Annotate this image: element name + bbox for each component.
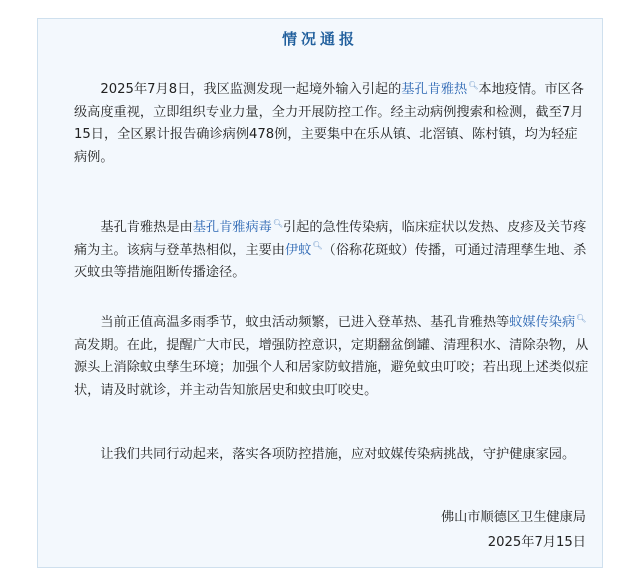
paragraph-advice: [74, 312, 589, 402]
signature-organization: 佛山市顺德区卫生健康局: [440, 510, 586, 525]
link-chikungunya-virus[interactable]: 基孔肯雅病毒: [192, 220, 272, 235]
paragraph-text: 引起的急性传染病，临床症状以发热、皮疹及关节疼痛为主。该病与登革热相似，主要由: [74, 220, 587, 258]
link-aedes-mosquito[interactable]: 伊蚊: [285, 242, 312, 258]
link-chikungunya-fever[interactable]: 基孔肯雅热: [401, 82, 468, 97]
notice-title: 情况通报: [281, 30, 358, 48]
link-mosquito-borne-disease[interactable]: 蚊媒传染病: [509, 315, 576, 330]
paragraph-text: 2025年7月8日，我区监测发现一起境外输入引起的: [100, 82, 402, 97]
paragraph-text: （俗称花斑蚊）传播，可通过清理孳生地、杀灭蚊虫等措施阻断传播途径。: [74, 242, 587, 280]
paragraph-call-to-action: [74, 444, 589, 467]
search-icon[interactable]: 🔍︎: [576, 313, 587, 323]
paragraph-text: 本地疫情。市区各级高度重视，立即组织专业力量，全力开展防控工作。经主动病例搜索和检测，截至7月15日，全区累计报告确诊病例478例，主要集中在乐从镇、北滘镇、陈村镇，均为轻症病例。: [74, 82, 584, 165]
paragraph-text: 当前正值高温多雨季节，蚊虫活动频繁，已进入登革热、基孔肯雅热等: [100, 315, 510, 330]
search-icon[interactable]: 🔍︎: [468, 80, 479, 90]
signature-date: 2025年7月15日: [487, 535, 586, 550]
search-icon[interactable]: 🔍︎: [272, 218, 283, 228]
notice-card: [37, 18, 603, 568]
paragraph-outbreak: [74, 79, 589, 169]
paragraph-text: 高发期。在此，提醒广大市民，增强防控意识，定期翻盆倒罐、清理积水、清除杂物，从源头上消除蚊虫孳生环境；加强个人和居家防蚊措施，避免蚊虫叮咬；若出现上述类似症状，请及时就诊，并主动告知旅居史和蚊虫叮咬史。: [74, 337, 589, 398]
search-icon[interactable]: 🔍︎: [312, 241, 323, 251]
paragraph-text: 让我们共同行动起来，落实各项防控措施，应对蚊媒传染病挑战，守护健康家园。: [100, 447, 576, 462]
paragraph-disease-info: [74, 217, 589, 285]
paragraph-text: 基孔肯雅热是由: [100, 220, 193, 235]
